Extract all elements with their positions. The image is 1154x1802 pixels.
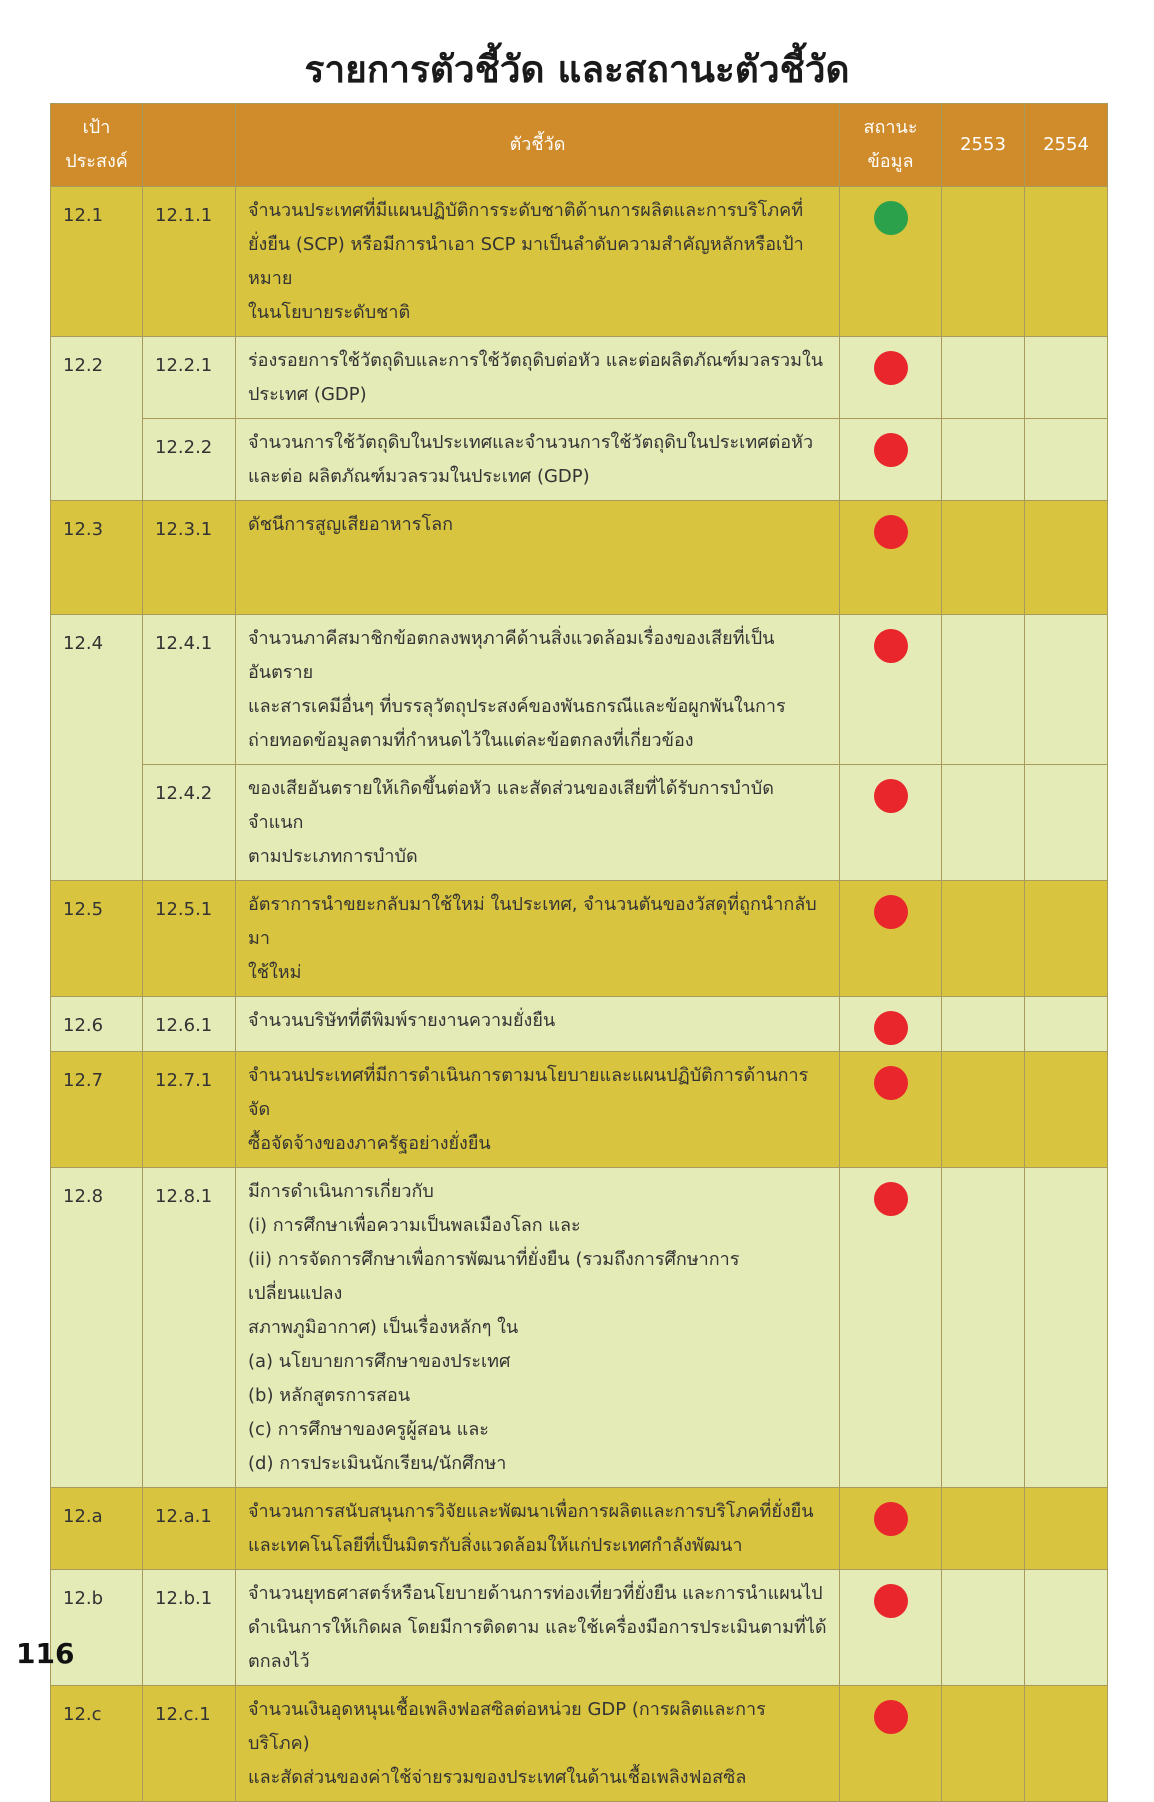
indicator-text-line: และเทคโนโลยีที่เป็นมิตรกับสิ่งแวดล้อมให้แก่ประเทศกำลังพัฒนา: [248, 1535, 743, 1556]
year-2554-cell: [1025, 765, 1108, 881]
status-cell: [840, 881, 942, 997]
indicator-text-line: จำนวนประเทศที่มีการดำเนินการตามนโยบายและแผนปฏิบัติการด้านการจัด: [248, 1065, 809, 1120]
indicator-text-line: ตกลงไว้: [248, 1651, 310, 1672]
status-green-dot: [874, 201, 908, 235]
indicator-code-cell: 12.b.1: [143, 1570, 236, 1686]
indicator-text-line: (d) การประเมินนักเรียน/นักศึกษา: [248, 1453, 507, 1474]
header-indicator: ตัวชี้วัด: [236, 104, 840, 187]
page-number: 116: [16, 1637, 75, 1670]
header-code: [143, 104, 236, 187]
goal-cell: 12.c: [51, 1686, 143, 1802]
indicator-text-cell: [236, 997, 840, 1052]
indicator-text-line: (c) การศึกษาของครูผู้สอน และ: [248, 1419, 489, 1440]
table-row: [51, 187, 1108, 337]
page-title: รายการตัวชี้วัด และสถานะตัวชี้วัด: [304, 48, 850, 91]
year-2553-cell: [942, 501, 1025, 615]
status-cell: [840, 765, 942, 881]
table-row: [51, 419, 1108, 501]
year-2554-cell: [1025, 615, 1108, 765]
indicator-text-line: จำนวนยุทธศาสตร์หรือนโยบายด้านการท่องเที่ยวที่ยั่งยืน และการนำแผนไป: [248, 1583, 823, 1604]
indicator-text-line: (ii) การจัดการศึกษาเพื่อการพัฒนาที่ยั่งยืน (รวมถึงการศึกษาการเปลี่ยนแปลง: [248, 1249, 740, 1304]
indicator-table: [50, 103, 1108, 1802]
status-red-dot: [874, 1502, 908, 1536]
year-2553-cell: [942, 765, 1025, 881]
status-cell: [840, 1052, 942, 1168]
indicator-text-line: ร่องรอยการใช้วัตถุดิบและการใช้วัตถุดิบต่อหัว และต่อผลิตภัณฑ์มวลรวมใน: [248, 350, 824, 371]
status-cell: [840, 419, 942, 501]
status-cell: [840, 187, 942, 337]
year-2554-cell: [1025, 1488, 1108, 1570]
indicator-code-cell: 12.4.2: [143, 765, 236, 881]
table-row: [51, 1570, 1108, 1686]
year-2553-cell: [942, 615, 1025, 765]
table-row: [51, 337, 1108, 419]
year-2553-cell: [942, 1570, 1025, 1686]
indicator-text-line: (b) หลักสูตรการสอน: [248, 1385, 411, 1406]
status-red-dot: [874, 351, 908, 385]
indicator-text-line: จำนวนเงินอุดหนุนเชื้อเพลิงฟอสซิลต่อหน่วย GDP (การผลิตและการบริโภค): [248, 1699, 766, 1754]
indicator-code-cell: 12.4.1: [143, 615, 236, 765]
header-goal: เป้า ประสงค์: [51, 104, 143, 187]
indicator-text-line: และสัดส่วนของค่าใช้จ่ายรวมของประเทศในด้านเชื้อเพลิงฟอสซิล: [248, 1767, 747, 1788]
year-2553-cell: [942, 337, 1025, 419]
status-red-dot: [874, 1700, 908, 1734]
status-red-dot: [874, 515, 908, 549]
indicator-text-line: อัตราการนำขยะกลับมาใช้ใหม่ ในประเทศ, จำนวนตันของวัสดุที่ถูกนำกลับมา: [248, 894, 817, 949]
table-row: [51, 997, 1108, 1052]
indicator-text-cell: [236, 419, 840, 501]
indicator-text-cell: [236, 765, 840, 881]
year-2554-cell: [1025, 1052, 1108, 1168]
table-row: [51, 881, 1108, 997]
table-row: [51, 765, 1108, 881]
status-red-dot: [874, 1066, 908, 1100]
indicator-text-cell: [236, 1168, 840, 1488]
indicator-code-cell: 12.6.1: [143, 997, 236, 1052]
goal-cell: 12.4: [51, 615, 143, 881]
year-2554-cell: [1025, 1686, 1108, 1802]
indicator-code-cell: 12.c.1: [143, 1686, 236, 1802]
status-cell: [840, 1168, 942, 1488]
status-cell: [840, 615, 942, 765]
status-cell: [840, 997, 942, 1052]
indicator-text-line: (a) นโยบายการศึกษาของประเทศ: [248, 1351, 511, 1372]
goal-cell: 12.2: [51, 337, 143, 501]
status-red-dot: [874, 433, 908, 467]
status-red-dot: [874, 1011, 908, 1045]
indicator-code-cell: 12.3.1: [143, 501, 236, 615]
indicator-text-line: และต่อ ผลิตภัณฑ์มวลรวมในประเทศ (GDP): [248, 466, 590, 487]
indicator-text-line: ใช้ใหม่: [248, 962, 302, 983]
status-red-dot: [874, 1584, 908, 1618]
indicator-text-line: ของเสียอันตรายให้เกิดขึ้นต่อหัว และสัดส่วนของเสียที่ได้รับการบำบัด จำแนก: [248, 778, 774, 833]
indicator-code-cell: 12.8.1: [143, 1168, 236, 1488]
status-red-dot: [874, 895, 908, 929]
indicator-text-line: ถ่ายทอดข้อมูลตามที่กำหนดไว้ในแต่ละข้อตกลงที่เกี่ยวข้อง: [248, 730, 694, 751]
indicator-code-cell: 12.a.1: [143, 1488, 236, 1570]
indicator-text-line: มีการดำเนินการเกี่ยวกับ: [248, 1181, 434, 1202]
indicator-text-cell: [236, 881, 840, 997]
indicator-code-cell: 12.1.1: [143, 187, 236, 337]
table-header-row: [51, 104, 1108, 187]
indicator-text-line: จำนวนประเทศที่มีแผนปฏิบัติการระดับชาติด้านการผลิตและการบริโภคที่: [248, 200, 804, 221]
indicator-text-cell: [236, 615, 840, 765]
status-red-dot: [874, 629, 908, 663]
year-2554-cell: [1025, 1570, 1108, 1686]
indicator-code-cell: 12.5.1: [143, 881, 236, 997]
indicator-text-line: จำนวนการสนับสนุนการวิจัยและพัฒนาเพื่อการผลิตและการบริโภคที่ยั่งยืน: [248, 1501, 814, 1522]
indicator-text-line: ตามประเภทการบำบัด: [248, 846, 418, 867]
goal-cell: 12.b: [51, 1570, 143, 1686]
indicator-text-line: สภาพภูมิอากาศ) เป็นเรื่องหลักๆ ใน: [248, 1317, 519, 1338]
year-2554-cell: [1025, 1168, 1108, 1488]
year-2553-cell: [942, 1488, 1025, 1570]
status-cell: [840, 1570, 942, 1686]
year-2554-cell: [1025, 881, 1108, 997]
year-2554-cell: [1025, 997, 1108, 1052]
indicator-text-line: ดัชนีการสูญเสียอาหารโลก: [248, 514, 454, 535]
goal-cell: 12.5: [51, 881, 143, 997]
indicator-text-cell: [236, 1488, 840, 1570]
year-2554-cell: [1025, 337, 1108, 419]
goal-cell: 12.7: [51, 1052, 143, 1168]
table-row: [51, 615, 1108, 765]
indicator-text-line: จำนวนภาคีสมาชิกข้อตกลงพหุภาคีด้านสิ่งแวดล้อมเรื่องของเสียที่เป็นอันตราย: [248, 628, 775, 683]
status-red-dot: [874, 1182, 908, 1216]
indicator-text-line: (i) การศึกษาเพื่อความเป็นพลเมืองโลก และ: [248, 1215, 581, 1236]
status-red-dot: [874, 779, 908, 813]
indicator-text-cell: [236, 1052, 840, 1168]
table-row: [51, 1052, 1108, 1168]
status-cell: [840, 501, 942, 615]
goal-cell: 12.1: [51, 187, 143, 337]
status-cell: [840, 1488, 942, 1570]
indicator-text-line: ในนโยบายระดับชาติ: [248, 302, 411, 323]
table-row: [51, 501, 1108, 615]
header-year-2553: 2553: [942, 104, 1025, 187]
status-cell: [840, 1686, 942, 1802]
indicator-text-cell: [236, 1570, 840, 1686]
year-2553-cell: [942, 881, 1025, 997]
year-2553-cell: [942, 419, 1025, 501]
table-row: [51, 1686, 1108, 1802]
indicator-code-cell: 12.7.1: [143, 1052, 236, 1168]
status-cell: [840, 337, 942, 419]
year-2554-cell: [1025, 187, 1108, 337]
indicator-text-line: ดำเนินการให้เกิดผล โดยมีการติดตาม และใช้เครื่องมือการประเมินตามที่ได้: [248, 1617, 827, 1638]
header-year-2554: 2554: [1025, 104, 1108, 187]
indicator-text-line: จำนวนบริษัทที่ตีพิมพ์รายงานความยั่งยืน: [248, 1010, 556, 1031]
indicator-text-line: ประเทศ (GDP): [248, 384, 367, 405]
year-2553-cell: [942, 1052, 1025, 1168]
year-2553-cell: [942, 1686, 1025, 1802]
indicator-code-cell: 12.2.2: [143, 419, 236, 501]
goal-cell: 12.3: [51, 501, 143, 615]
goal-cell: 12.8: [51, 1168, 143, 1488]
indicator-text-cell: [236, 1686, 840, 1802]
header-status: สถานะ ข้อมูล: [840, 104, 942, 187]
indicator-text-cell: [236, 501, 840, 615]
table-row: [51, 1488, 1108, 1570]
goal-cell: 12.6: [51, 997, 143, 1052]
indicator-code-cell: 12.2.1: [143, 337, 236, 419]
year-2553-cell: [942, 997, 1025, 1052]
year-2554-cell: [1025, 419, 1108, 501]
indicator-text-line: จำนวนการใช้วัตถุดิบในประเทศและจำนวนการใช้วัตถุดิบในประเทศต่อหัว: [248, 432, 814, 453]
year-2554-cell: [1025, 501, 1108, 615]
indicator-text-line: ซื้อจัดจ้างของภาครัฐอย่างยั่งยืน: [248, 1133, 491, 1154]
year-2553-cell: [942, 187, 1025, 337]
goal-cell: 12.a: [51, 1488, 143, 1570]
indicator-text-cell: [236, 187, 840, 337]
table-row: [51, 1168, 1108, 1488]
indicator-text-line: ยั่งยืน (SCP) หรือมีการนำเอา SCP มาเป็นลำดับความสำคัญหลักหรือเป้าหมาย: [248, 234, 804, 289]
indicator-text-cell: [236, 337, 840, 419]
indicator-text-line: และสารเคมีอื่นๆ ที่บรรลุวัตถุประสงค์ของพันธกรณีและข้อผูกพันในการ: [248, 696, 786, 717]
year-2553-cell: [942, 1168, 1025, 1488]
